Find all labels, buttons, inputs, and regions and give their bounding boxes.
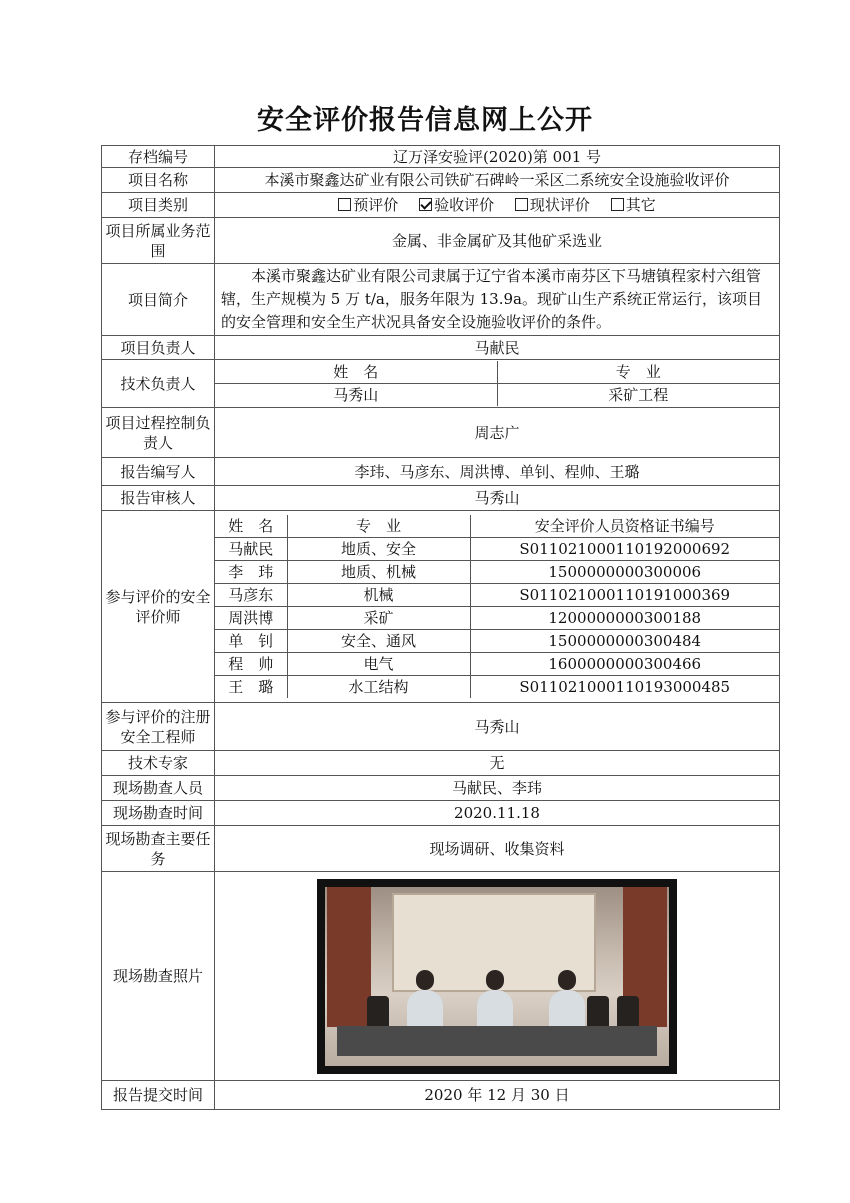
report-reviewer-value: 马秀山 — [215, 486, 780, 511]
page-title: 安全评价报告信息网上公开 — [257, 105, 593, 136]
project-lead-label: 项目负责人 — [102, 336, 215, 360]
submit-time-value: 2020 年 12 月 30 日 — [215, 1081, 780, 1110]
evaluator-cert: S011021000110192000692 — [470, 538, 779, 561]
evaluator-major: 水工结构 — [287, 676, 470, 699]
table-row — [215, 561, 779, 584]
submit-time-label: 报告提交时间 — [102, 1081, 215, 1110]
archive-no-value: 辽万泽安验评(2020)第 001 号 — [215, 146, 780, 168]
table-row — [215, 676, 779, 699]
project-lead-value: 马献民 — [215, 336, 780, 360]
category-option-pre[interactable]: 预评价 — [338, 196, 398, 214]
evaluator-name: 马献民 — [215, 538, 287, 561]
survey-time-value: 2020.11.18 — [215, 801, 780, 826]
checkbox-icon — [338, 198, 351, 211]
category-option-status[interactable]: 现状评价 — [515, 196, 590, 214]
archive-no-label: 存档编号 — [102, 146, 215, 168]
evaluator-cert: 1200000000300188 — [470, 607, 779, 630]
project-name-label: 项目名称 — [102, 168, 215, 193]
checkbox-icon — [515, 198, 528, 211]
evaluator-name: 周洪博 — [215, 607, 287, 630]
evaluator-major: 机械 — [287, 584, 470, 607]
survey-staff-value: 马献民、李玮 — [215, 776, 780, 801]
report-reviewer-label: 报告审核人 — [102, 486, 215, 511]
report-writers-value: 李玮、马彦东、周洪博、单钊、程帅、王璐 — [215, 458, 780, 486]
category-option-acceptance[interactable]: 验收评价 — [419, 196, 494, 214]
evaluator-cert: 1600000000300466 — [470, 653, 779, 676]
tech-lead-cell — [215, 360, 780, 408]
evaluator-name: 王 璐 — [215, 676, 287, 699]
tech-lead-major-header: 专 业 — [497, 361, 779, 384]
business-scope-value: 金属、非金属矿及其他矿采选业 — [215, 218, 780, 264]
table-row — [215, 607, 779, 630]
project-intro-value: 本溪市聚鑫达矿业有限公司隶属于辽宁省本溪市南芬区下马塘镇程家村六组管辖，生产规模为 5 万 t/a，服务年限为 13.9a。现矿山生产系统正常运行，该项目的安全管理和安全生产状况具备安全设施验收评价的条件。 — [215, 264, 780, 336]
checkbox-icon — [611, 198, 624, 211]
category-option-other[interactable]: 其它 — [611, 196, 656, 214]
survey-photo — [317, 879, 677, 1074]
project-name-value: 本溪市聚鑫达矿业有限公司铁矿石碑岭一采区二系统安全设施验收评价 — [215, 168, 780, 193]
tech-lead-table — [215, 361, 779, 406]
table-row — [215, 630, 779, 653]
evaluator-major: 安全、通风 — [287, 630, 470, 653]
report-writers-label: 报告编写人 — [102, 458, 215, 486]
survey-photo-label: 现场勘查照片 — [102, 872, 215, 1081]
evaluators-cell — [215, 511, 780, 703]
survey-task-label: 现场勘查主要任务 — [102, 826, 215, 872]
survey-task-value: 现场调研、收集资料 — [215, 826, 780, 872]
evaluator-name: 程 帅 — [215, 653, 287, 676]
table-row — [215, 584, 779, 607]
survey-photo-cell — [215, 872, 780, 1081]
evaluator-major: 电气 — [287, 653, 470, 676]
evaluators-header-name: 姓 名 — [215, 515, 287, 538]
project-category-label: 项目类别 — [102, 193, 215, 218]
evaluator-cert: S011021000110193000485 — [470, 676, 779, 699]
info-table — [101, 145, 780, 1110]
evaluator-major: 地质、安全 — [287, 538, 470, 561]
survey-staff-label: 现场勘查人员 — [102, 776, 215, 801]
evaluators-table — [215, 515, 779, 698]
evaluators-label: 参与评价的安全评价师 — [102, 511, 215, 703]
tech-expert-label: 技术专家 — [102, 751, 215, 776]
project-category-options — [215, 193, 780, 218]
tech-lead-name-header: 姓 名 — [215, 361, 497, 384]
business-scope-label: 项目所属业务范围 — [102, 218, 215, 264]
registered-engineer-value: 马秀山 — [215, 703, 780, 751]
evaluator-cert: 1500000000300484 — [470, 630, 779, 653]
evaluator-major: 地质、机械 — [287, 561, 470, 584]
evaluators-header-cert: 安全评价人员资格证书编号 — [470, 515, 779, 538]
evaluator-major: 采矿 — [287, 607, 470, 630]
evaluators-header-major: 专 业 — [287, 515, 470, 538]
registered-engineer-label: 参与评价的注册安全工程师 — [102, 703, 215, 751]
evaluator-name: 单 钊 — [215, 630, 287, 653]
process-lead-label: 项目过程控制负责人 — [102, 408, 215, 458]
tech-expert-value: 无 — [215, 751, 780, 776]
table-row — [215, 538, 779, 561]
evaluator-name: 马彦东 — [215, 584, 287, 607]
evaluator-cert: S011021000110191000369 — [470, 584, 779, 607]
project-intro-label: 项目简介 — [102, 264, 215, 336]
tech-lead-label: 技术负责人 — [102, 360, 215, 408]
survey-time-label: 现场勘查时间 — [102, 801, 215, 826]
table-row — [215, 653, 779, 676]
tech-lead-name: 马秀山 — [215, 384, 497, 407]
tech-lead-major: 采矿工程 — [497, 384, 779, 407]
evaluator-name: 李 玮 — [215, 561, 287, 584]
process-lead-value: 周志广 — [215, 408, 780, 458]
evaluators-header-row — [215, 515, 779, 538]
checkbox-checked-icon — [419, 198, 432, 211]
evaluator-cert: 1500000000300006 — [470, 561, 779, 584]
